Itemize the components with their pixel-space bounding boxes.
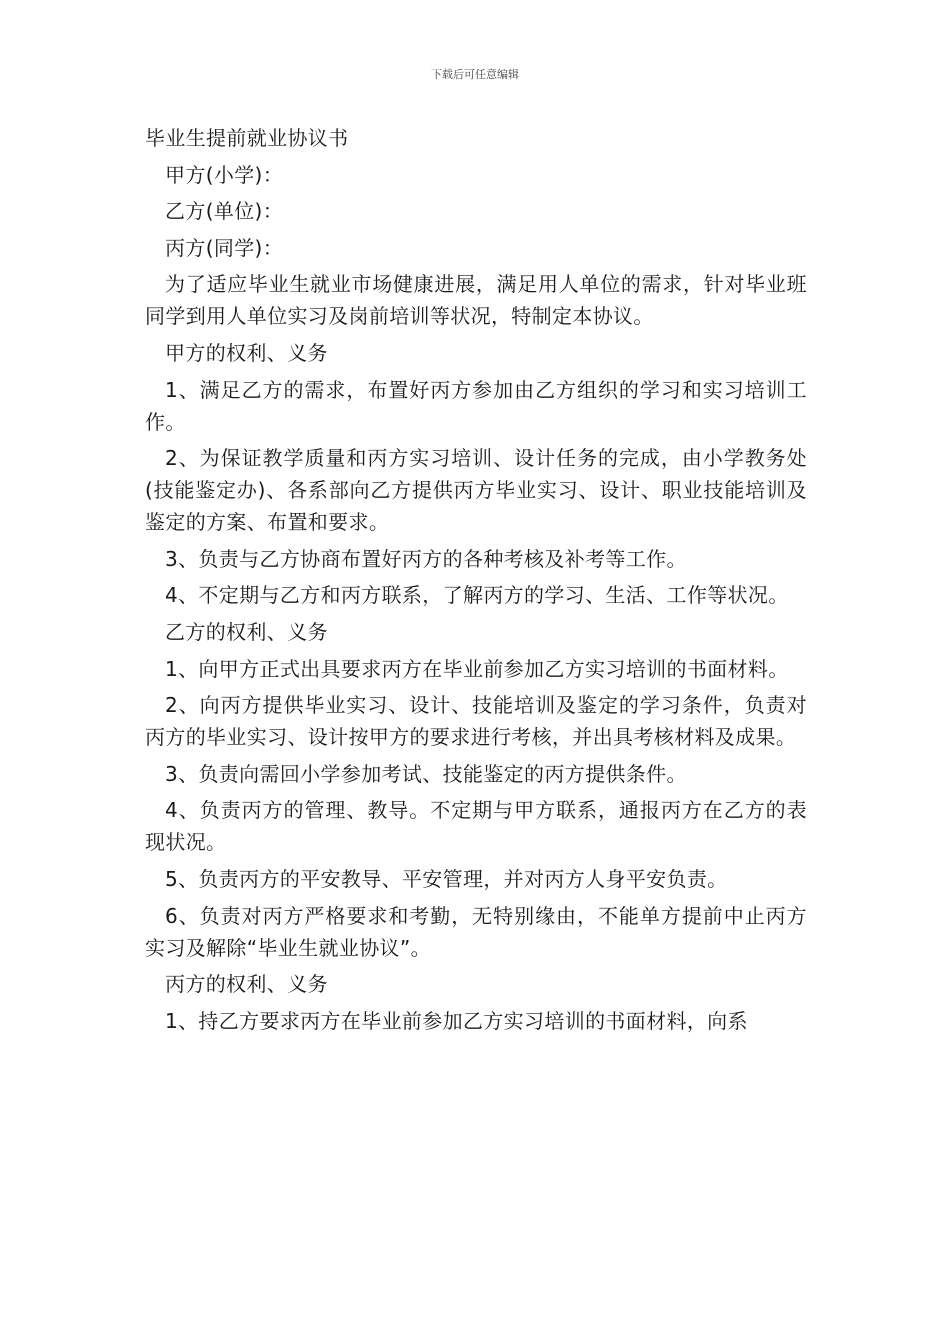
section-c-heading: 丙方的权利、义务 — [165, 972, 328, 997]
section-b-item: 3、负责向需回小学参加考试、技能鉴定的丙方提供条件。 — [165, 761, 687, 786]
section-b-item: 1、向甲方正式出具要求丙方在毕业前参加乙方实习培训的书面材料。 — [165, 656, 789, 681]
section-b-item: 6、负责对丙方严格要求和考勤，无特别缘由，不能单方提前中止丙方实习及解除“毕业生就业协议”。 — [145, 903, 807, 960]
document-body — [145, 122, 807, 1041]
section-b-item: 4、负责丙方的管理、教导。不定期与甲方联系，通报丙方在乙方的表现状况。 — [145, 798, 807, 855]
party-a-label: 甲方(小学)： — [165, 162, 284, 187]
party-c-label: 丙方(同学)： — [165, 235, 284, 260]
page-header-note: 下载后可任意编辑 — [431, 68, 519, 81]
section-a-item: 1、满足乙方的需求，布置好丙方参加由乙方组织的学习和实习培训工作。 — [145, 377, 807, 434]
section-a-item: 4、不定期与乙方和丙方联系，了解丙方的学习、生活、工作等状况。 — [165, 583, 789, 608]
party-b-label: 乙方(单位)： — [165, 199, 284, 224]
section-c-item: 1、持乙方要求丙方在毕业前参加乙方实习培训的书面材料，向系 — [165, 1008, 748, 1033]
section-a-item: 3、负责与乙方协商布置好丙方的各种考核及补考等工作。 — [165, 546, 687, 571]
section-b-item: 5、负责丙方的平安教导、平安管理，并对丙方人身平安负责。 — [165, 866, 728, 891]
intro-paragraph: 为了适应毕业生就业市场健康进展，满足用人单位的需求，针对毕业班同学到用人单位实习及岗前培训等状况，特制定本协议。 — [145, 272, 807, 329]
section-a-item: 2、为保证教学质量和丙方实习培训、设计任务的完成，由小学教务处(技能鉴定办)、各系部向乙方提供丙方毕业实习、设计、职业技能培训及鉴定的方案、布置和要求。 — [145, 446, 807, 535]
section-b-heading: 乙方的权利、义务 — [165, 619, 328, 644]
section-b-item: 2、向丙方提供毕业实习、设计、技能培训及鉴定的学习条件，负责对丙方的毕业实习、设计按甲方的要求进行考核，并出具考核材料及成果。 — [145, 693, 807, 750]
section-a-heading: 甲方的权利、义务 — [165, 340, 328, 365]
document-title: 毕业生提前就业协议书 — [145, 126, 349, 150]
